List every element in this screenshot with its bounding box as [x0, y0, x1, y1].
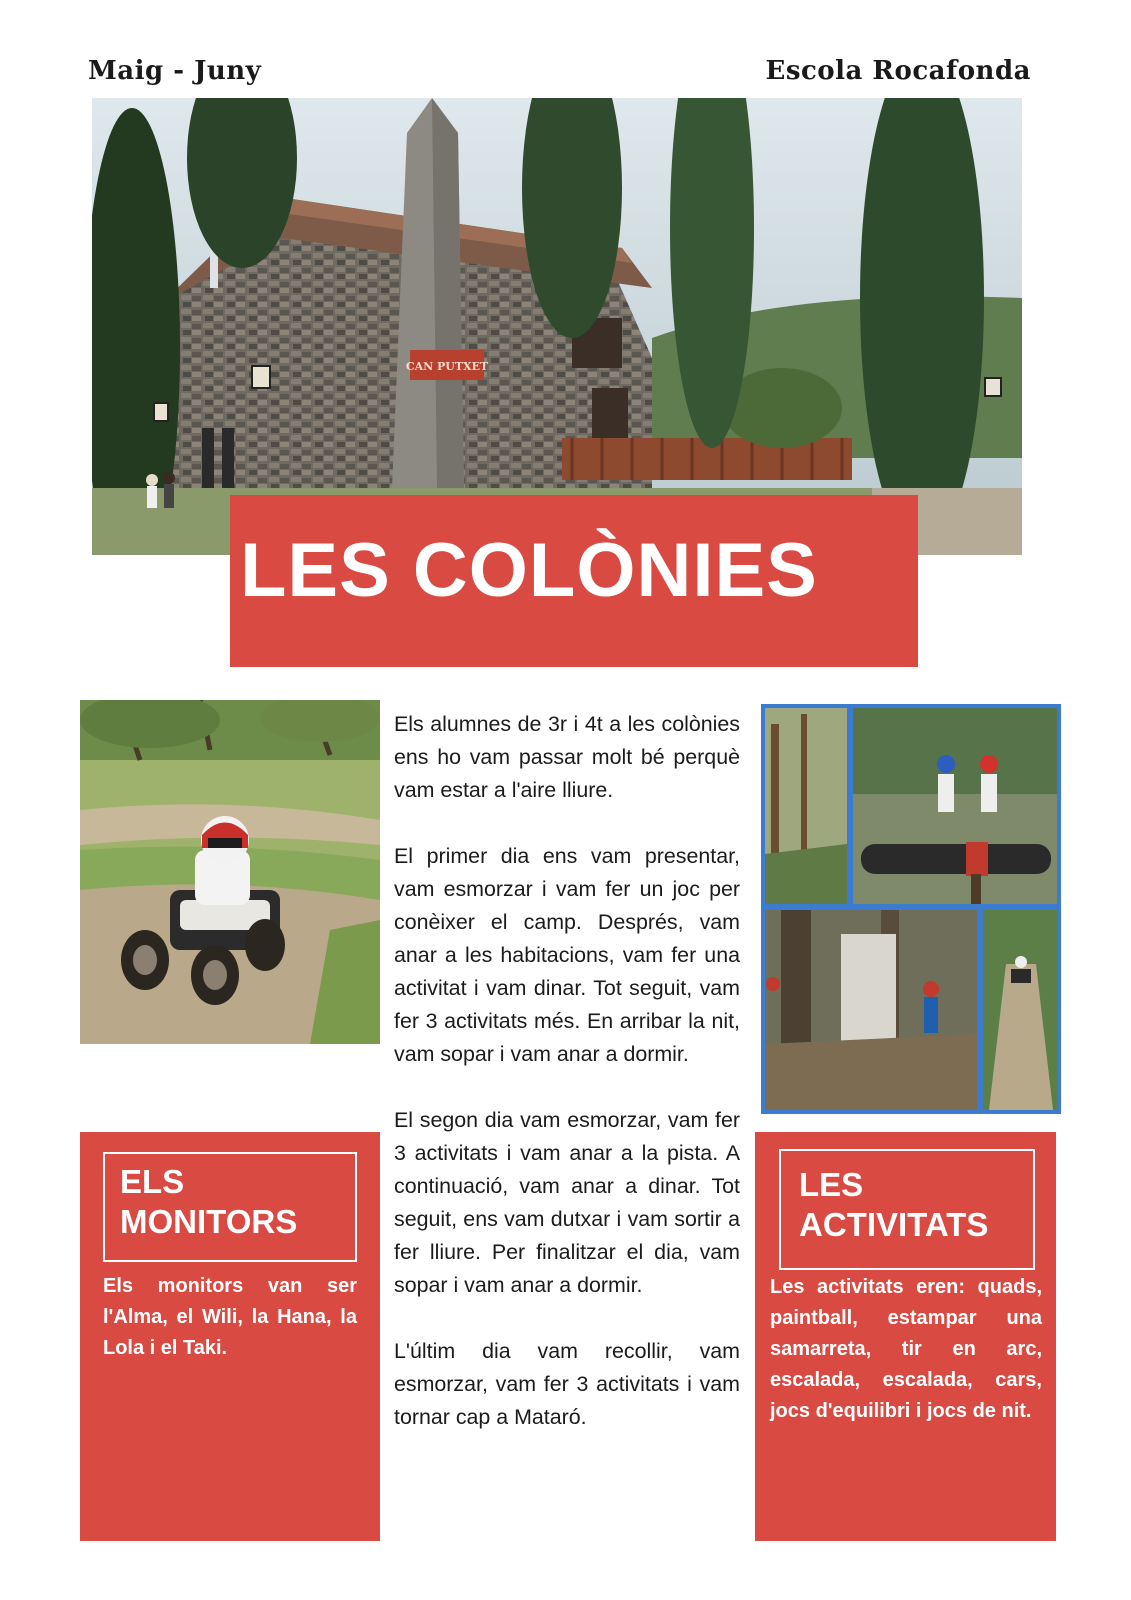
monitors-title: ELS MONITORS: [120, 1163, 298, 1240]
page-title: LES COLÒNIES: [240, 528, 818, 613]
article-paragraph: El primer dia ens vam presentar, vam esmorzar i vam fer un joc per conèixer el camp. Després, vam anar a les habitacions, vam fer una activitat i vam dinar. Tot seguit, vam fer 3 activitats més. En arribar la nit, vam sopar i vam anar a dormir.: [394, 844, 740, 1066]
article-body: [394, 708, 740, 1467]
monitors-text: Els monitors van ser l'Alma, el Wili, la Hana, la Lola i el Taki.: [103, 1275, 357, 1359]
activities-panel: [755, 1132, 1056, 1541]
issue-period: Maig - Juny: [88, 56, 262, 86]
article-paragraph: L'últim dia vam recollir, vam esmorzar, vam fer 3 activitats i vam tornar cap a Mataró.: [394, 1339, 740, 1429]
monitors-panel: [80, 1132, 380, 1541]
house-sign: CAN PUTXET: [405, 360, 489, 373]
activities-text: Les activitats eren: quads, paintball, estampar una samarreta, tir en arc, escalada, escalada, cars, jocs d'equilibri i jocs de nit.: [770, 1276, 1042, 1422]
activities-collage: [761, 704, 1061, 1114]
activities-title: LES ACTIVITATS: [799, 1166, 989, 1243]
hero-photo: [92, 98, 1022, 555]
article-paragraph: Els alumnes de 3r i 4t a les colònies ens ho vam passar molt bé perquè vam estar a l'aire lliure.: [394, 712, 740, 802]
title-banner: [230, 495, 918, 667]
article-paragraph: El segon dia vam esmorzar, vam fer 3 activitats i vam anar a la pista. A continuació, vam anar a dinar. Tot seguit, ens vam dutxar i vam sortir a fer lliure. Per finalitzar el dia, vam sopar i vam anar a dormir.: [394, 1108, 740, 1297]
school-name: Escola Rocafonda: [765, 56, 1031, 86]
quad-photo: [80, 700, 380, 1044]
